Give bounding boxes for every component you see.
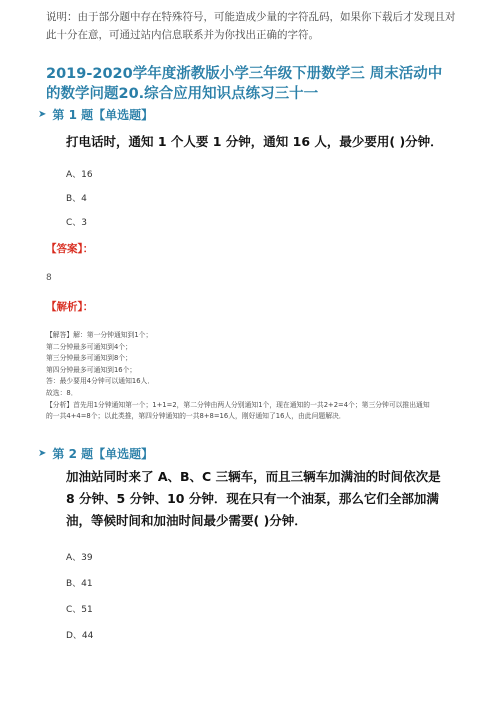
- analysis-line: 的一共4+4=8个；以此类推，第四分钟通知的一共8+8=16人，刚好通知了16人，由此问题解决．: [46, 412, 346, 421]
- question-2-heading: [38, 445, 153, 462]
- analysis-line: 第三分钟最多可通知到8个；: [46, 354, 132, 363]
- arrow-icon: ➤: [38, 109, 47, 120]
- answer-label: 【答案】：: [46, 243, 94, 255]
- q1-option-a[interactable]: A、16: [66, 170, 93, 180]
- q2-option-a[interactable]: A、39: [66, 553, 93, 563]
- download-notice: 说明：由于部分题中存在特殊符号，可能造成少量的字符乱码，如果你下载后才发现且对此十分在意，可通过站内信息联系并为你找出正确的字符。: [46, 11, 456, 41]
- analysis-label: 【解析】：: [46, 301, 94, 313]
- question-1-text: 打电话时，通知 1 个人要 1 分钟，通知 16 人，最少要用( )分钟．: [66, 134, 443, 149]
- document-title: [46, 64, 466, 104]
- question-1-heading-label: 第 1 题【单选题】: [52, 108, 154, 122]
- analysis-line: 第二分钟最多可通知到4个；: [46, 342, 132, 351]
- arrow-icon: ➤: [38, 448, 47, 459]
- q2-option-d[interactable]: D、44: [66, 631, 94, 641]
- analysis-line: 故选：8．: [46, 388, 78, 397]
- q1-option-b[interactable]: B、4: [66, 194, 87, 204]
- analysis-line: 第四分钟最多可通知到16个；: [46, 365, 137, 374]
- q1-option-c[interactable]: C、3: [66, 218, 88, 228]
- question-1-heading: [38, 106, 153, 123]
- title-line-2: 的数学问题20.综合应用知识点练习三十一: [46, 86, 319, 102]
- analysis-text: [46, 330, 456, 423]
- question-2-heading-label: 第 2 题【单选题】: [52, 447, 154, 461]
- title-line-1: 2019-2020学年度浙教版小学三年级下册数学三 周末活动中: [46, 66, 443, 82]
- analysis-line: 答：最少要用4分钟可以通知16人．: [46, 377, 155, 386]
- analysis-line: 【解答】解：第一分钟通知到1个；: [46, 331, 153, 339]
- answer-value: 8: [46, 273, 52, 283]
- question-2-text: 加油站同时来了 A、B、C 三辆车，而且三辆车加满油的时间依次是 8 分钟、5 分钟、10 分钟．现在只有一个油泵，那么它们全部加满油，等候时间和加油时间最少需要( )分钟．: [66, 469, 441, 528]
- analysis-line: 【分析】首先用1分钟通知第一个；1+1=2，第二分钟由两人分别通知1个，现在通知的一共2+2=4个；第三分钟可以推出通知: [46, 400, 430, 409]
- q2-option-b[interactable]: B、41: [66, 579, 93, 589]
- q2-option-c[interactable]: C、51: [66, 605, 93, 615]
